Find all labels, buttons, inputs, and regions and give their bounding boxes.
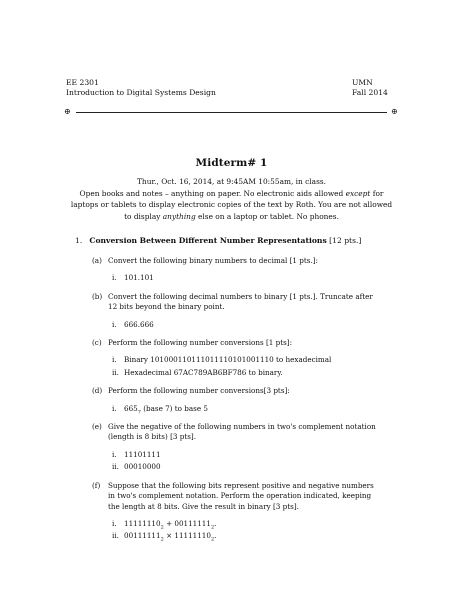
part-text: Perform the following number conversions [1 pts]: bbox=[108, 338, 293, 348]
institution-header bbox=[352, 78, 388, 98]
part-label: (f) bbox=[92, 480, 101, 490]
rules-text-a: Open books and notes – anything on paper. No electronic aids allowed bbox=[79, 188, 346, 198]
question-points: [12 pts.] bbox=[329, 236, 362, 245]
subpart-text: 00010000 bbox=[124, 462, 161, 472]
operand-b: 11111110 bbox=[174, 531, 211, 541]
rules-text-b: for laptops or tablets to display electronic copies of the text by Roth. You are not allowed to display bbox=[70, 188, 393, 221]
course-title: Introduction to Digital Systems Design bbox=[66, 88, 216, 97]
subpart-text: 101.101 bbox=[124, 273, 154, 283]
part-a bbox=[92, 256, 381, 284]
subpart-text: Hexadecimal 67AC789AB6BF786 to binary. bbox=[124, 367, 283, 377]
exam-title: Midterm# 1 bbox=[195, 157, 268, 169]
operand-b-base: 2 bbox=[210, 536, 215, 543]
subpart-numeral: ii. bbox=[112, 531, 119, 541]
subpart bbox=[108, 404, 381, 414]
subpart-numeral: ii. bbox=[112, 367, 119, 377]
part-text: Suppose that the following bits represent positive and negative numbers in two's complement notation. Perform the operation indicated, keeping the length at 8 bits. Give the result in binary [3 pts]. bbox=[108, 480, 374, 511]
exam-rules bbox=[66, 188, 397, 223]
part-e bbox=[92, 422, 381, 473]
subpart-numeral: i. bbox=[112, 403, 117, 413]
course-code: EE 2301 bbox=[66, 78, 99, 87]
part-b bbox=[92, 292, 381, 330]
term: Fall 2014 bbox=[352, 88, 388, 97]
question-heading: Conversion Between Different Number Representations bbox=[89, 236, 327, 245]
part-label: (d) bbox=[92, 386, 103, 396]
part-text: Convert the following decimal numbers to binary [1 pts.]. Truncate after 12 bits beyond the binary point. bbox=[108, 291, 373, 312]
part-text: Convert the following binary numbers to decimal [1 pts.]: bbox=[108, 256, 318, 265]
institution-name: UMN bbox=[352, 78, 373, 87]
operand-a: 00111111 bbox=[124, 531, 161, 541]
subpart-numeral: ii. bbox=[112, 462, 119, 472]
operand-b-base: 2 bbox=[210, 524, 215, 531]
terminator: . bbox=[214, 531, 217, 541]
subpart-numeral: i. bbox=[112, 319, 117, 329]
subpart bbox=[108, 450, 381, 460]
part-text: Perform the following number conversions[3 pts]: bbox=[108, 386, 290, 396]
subpart-text: 666.666 bbox=[124, 319, 154, 329]
part-label: (a) bbox=[92, 256, 102, 265]
question-number: 1. bbox=[75, 236, 83, 245]
operand-a-base: 2 bbox=[160, 536, 164, 543]
exam-instructions bbox=[66, 176, 397, 222]
operator: + bbox=[163, 518, 175, 528]
part-label: (b) bbox=[92, 291, 103, 301]
subpart bbox=[108, 320, 381, 330]
subpart-number: 665 bbox=[124, 403, 138, 413]
subpart-text: (base 7) to base 5 bbox=[140, 403, 208, 413]
subpart-base: 7 bbox=[137, 409, 141, 416]
operand-b: 00111111 bbox=[174, 518, 211, 528]
subpart-numeral: i. bbox=[112, 449, 117, 459]
subpart bbox=[108, 273, 381, 283]
operand-a-base: 2 bbox=[160, 524, 164, 531]
subpart bbox=[108, 531, 381, 541]
part-label: (e) bbox=[92, 422, 102, 432]
subpart bbox=[108, 519, 381, 529]
part-c bbox=[92, 338, 381, 378]
subpart-text: 11101111 bbox=[124, 449, 161, 459]
rules-anything: anything bbox=[162, 211, 196, 221]
subpart-numeral: i. bbox=[112, 518, 117, 528]
question-1-heading bbox=[75, 236, 361, 245]
part-label: (c) bbox=[92, 338, 102, 348]
header-divider bbox=[76, 112, 387, 113]
registration-mark-right: ⊕ bbox=[391, 107, 398, 116]
registration-mark-left: ⊕ bbox=[64, 107, 71, 116]
operand-a: 11111110 bbox=[124, 518, 161, 528]
subpart bbox=[108, 368, 381, 378]
subpart-text: Binary 101000110111011110101001110 to hexadecimal bbox=[124, 355, 332, 365]
rules-text-c: else on a laptop or tablet. No phones. bbox=[195, 211, 339, 221]
part-f bbox=[92, 481, 381, 542]
subpart bbox=[108, 462, 381, 472]
rules-except: except bbox=[345, 188, 371, 198]
subpart-numeral: i. bbox=[112, 355, 117, 365]
part-d bbox=[92, 386, 381, 414]
part-text: Give the negative of the following numbers in two's complement notation (length is 8 bits) [3 pts]. bbox=[108, 422, 376, 442]
course-header bbox=[66, 78, 216, 98]
exam-date-line: Thur., Oct. 16, 2014, at 9:45AM 10:55am, in class. bbox=[137, 177, 326, 186]
subpart bbox=[108, 355, 381, 365]
subpart-numeral: i. bbox=[112, 273, 117, 283]
terminator: . bbox=[214, 518, 217, 528]
question-1-parts bbox=[92, 256, 381, 550]
operator: × bbox=[163, 531, 175, 541]
